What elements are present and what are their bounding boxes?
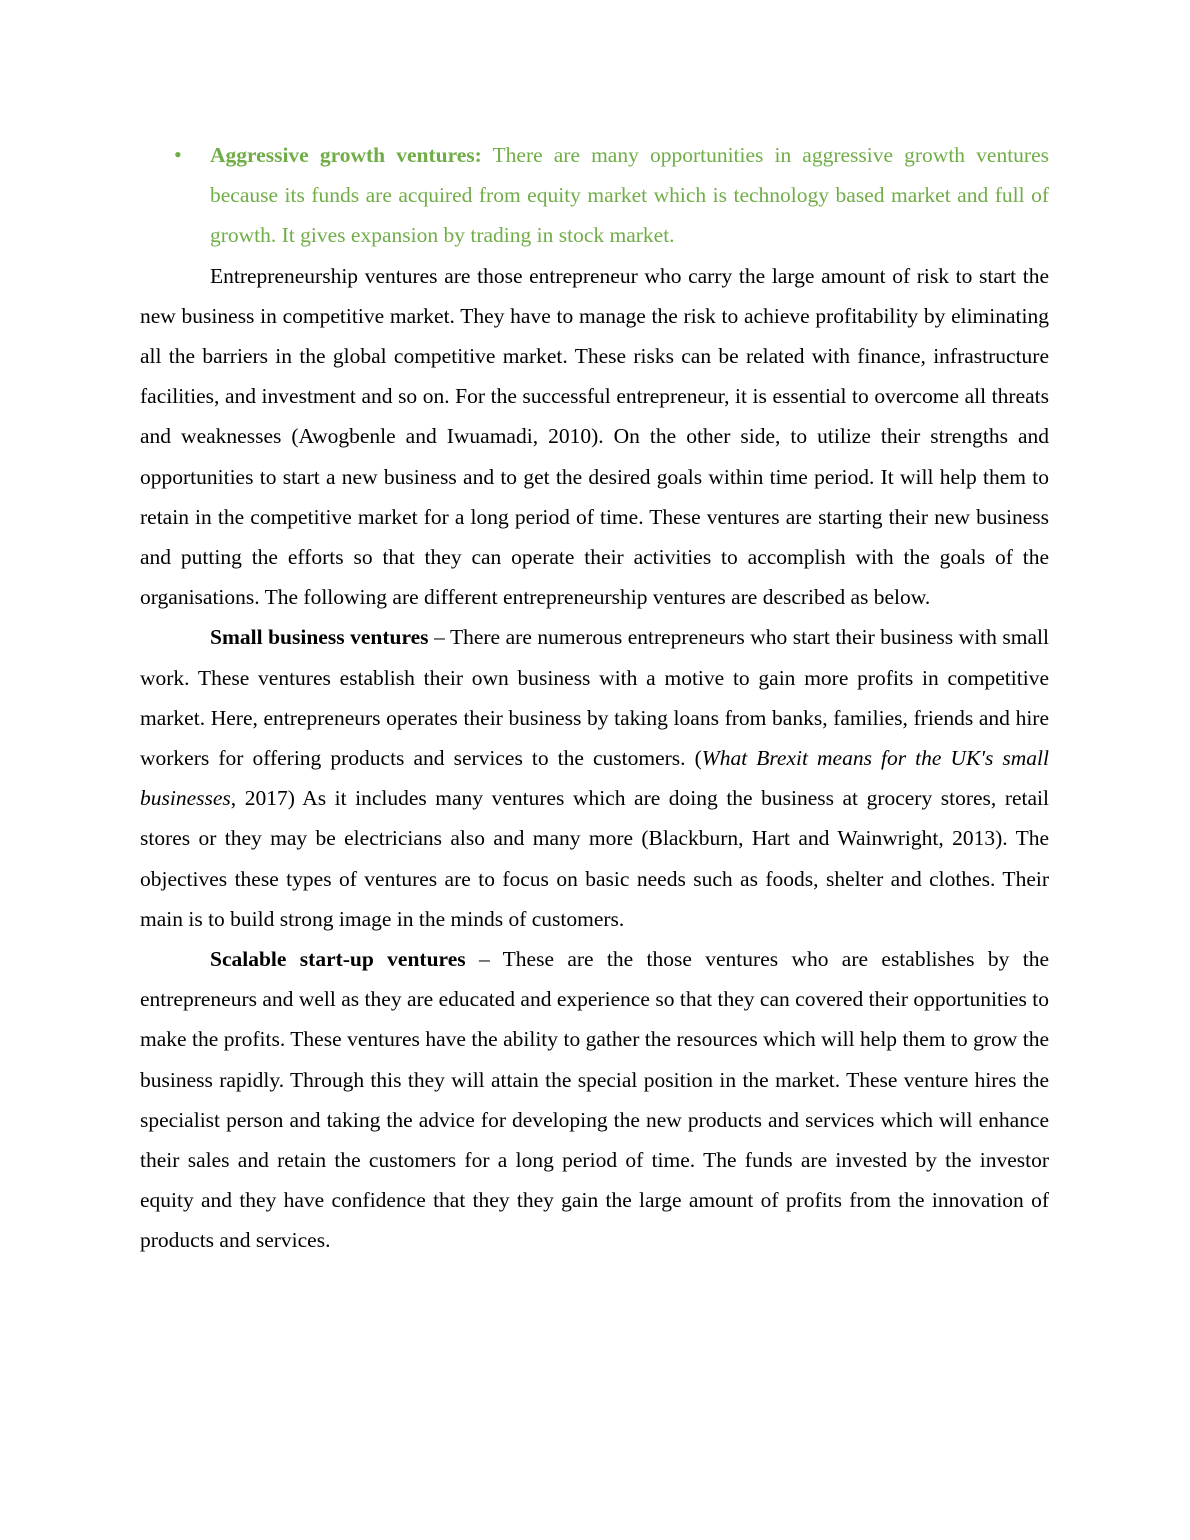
scalable-paragraph — [140, 939, 1049, 1261]
bullet-dot-icon: • — [174, 142, 182, 167]
bullet-list-item — [140, 135, 1049, 256]
citation-title: What Brexit means for the UK's small businesses — [140, 746, 1049, 811]
small-business-heading: Small business ventures — [210, 625, 429, 650]
small-business-text-before: – There are numerous entrepreneurs who start their business with small work. These ventures establish their own business with a motive to gain more profits in competitive market. Here, entrepreneurs operates their business by taking loans from banks, families, friends and hire workers for offering products and services to the customers. ( — [140, 625, 1049, 771]
small-business-text-after: , 2017) As it includes many ventures which are doing the business at grocery stores, retail stores or they may be electricians also and many more (Blackburn, Hart and Wainwright, 2013). The objectives these types of ventures are to focus on basic needs such as foods, shelter and clothes. Their main is to build strong image in the minds of customers. — [140, 786, 1049, 931]
intro-paragraph — [140, 256, 1049, 618]
intro-text: Entrepreneurship ventures are those entrepreneur who carry the large amount of risk to start the new business in competitive market. They have to manage the risk to achieve profitability by eliminating all the barriers in the global competitive market. These risks can be related with finance, infrastructure facilities, and investment and so on. For the successful entrepreneur, it is essential to overcome all threats and weaknesses (Awogbenle and Iwuamadi, 2010). On the other side, to utilize their strengths and opportunities to start a new business and to get the desired goals within time period. It will help them to retain in the competitive market for a long period of time. These ventures are starting their new business and putting the efforts so that they can operate their activities to accomplish with the goals of the organisations. The following are different entrepreneurship ventures are described as below. — [140, 263, 1049, 610]
document-page — [140, 135, 1049, 1261]
scalable-text: – These are the those ventures who are establishes by the entrepreneurs and well as they are educated and experience so that they can covered their opportunities to make the profits. These ventures have the ability to gather the resources which will help them to grow the business rapidly. Through this they will attain the special position in the market. These venture hires the specialist person and taking the advice for developing the new products and services which will enhance their sales and retain the customers for a long period of time. The funds are invested by the investor equity and they have confidence that they they gain the large amount of profits from the innovation of products and services. — [140, 947, 1049, 1253]
small-business-paragraph — [140, 617, 1049, 939]
bullet-heading: Aggressive growth ventures: — [210, 143, 482, 167]
bullet-body-text: There are many opportunities in aggressive growth ventures because its funds are acquired from equity market which is technology based market and full of growth. It gives expansion by trading in stock market. — [210, 143, 1049, 248]
scalable-heading: Scalable start-up ventures — [210, 947, 466, 972]
